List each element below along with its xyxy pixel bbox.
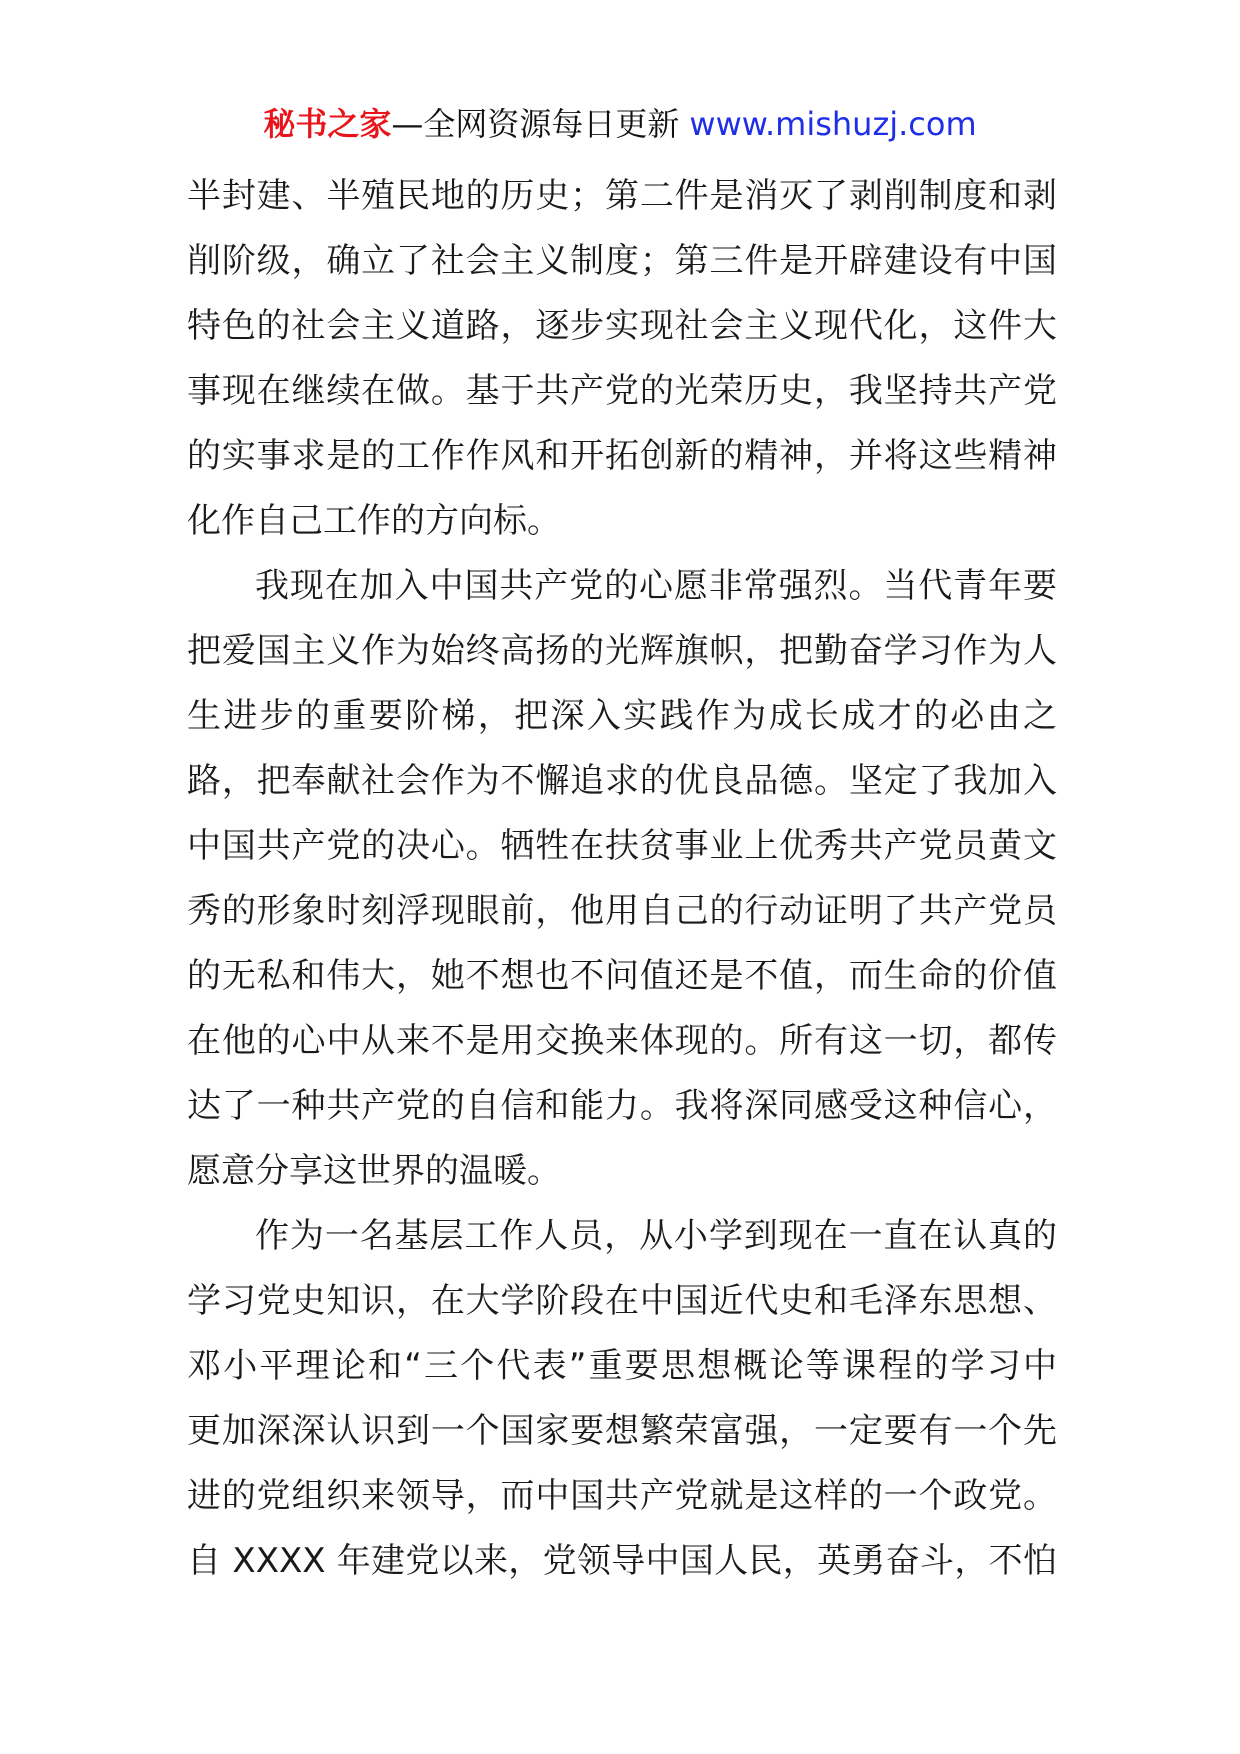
text-line: 路，把奉献社会作为不懈追求的优良品德。坚定了我加入 [187, 761, 1057, 801]
text-line: 事现在继续在做。基于共产党的光荣历史，我坚持共产党 [187, 371, 1057, 411]
text-line: 把爱国主义作为始终高扬的光辉旗帜，把勤奋学习作为人 [187, 631, 1057, 671]
paragraph [187, 1204, 1057, 1594]
text-line: 特色的社会主义道路，逐步实现社会主义现代化，这件大 [187, 306, 1057, 346]
text-line: 在他的心中从来不是用交换来体现的。所有这一切，都传 [187, 1021, 1057, 1061]
site-header [0, 100, 1240, 148]
paragraph [187, 554, 1057, 1204]
site-brand: 秘书之家 [263, 105, 392, 143]
text-line: 邓小平理论和“三个代表”重要思想概论等课程的学习中 [187, 1346, 1057, 1386]
text-line: 学习党史知识，在大学阶段在中国近代史和毛泽东思想、 [187, 1281, 1057, 1321]
text-line: 更加深深认识到一个国家要想繁荣富强，一定要有一个先 [187, 1411, 1057, 1451]
text-line: 自 XXXX 年建党以来，党领导中国人民，英勇奋斗，不怕 [187, 1541, 1057, 1581]
text-line: 秀的形象时刻浮现眼前，他用自己的行动证明了共产党员 [187, 891, 1057, 931]
document-body [187, 164, 1057, 1594]
text-line: 的无私和伟大，她不想也不问值还是不值，而生命的价值 [187, 956, 1057, 996]
text-line: 达了一种共产党的自信和能力。我将深同感受这种信心， [187, 1086, 1057, 1126]
text-line: 我现在加入中国共产党的心愿非常强烈。当代青年要 [255, 566, 1057, 606]
text-line: 作为一名基层工作人员，从小学到现在一直在认真的 [255, 1216, 1057, 1256]
text-line: 愿意分享这世界的温暖。 [187, 1151, 561, 1191]
text-line: 化作自己工作的方向标。 [187, 501, 561, 541]
site-tagline: —全网资源每日更新 [391, 105, 680, 143]
site-url-link[interactable]: www.mishuzj.com [689, 105, 977, 143]
text-line: 生进步的重要阶梯，把深入实践作为成长成才的必由之 [187, 696, 1057, 736]
text-line: 削阶级，确立了社会主义制度；第三件是开辟建设有中国 [187, 241, 1057, 281]
text-line: 中国共产党的决心。牺牲在扶贫事业上优秀共产党员黄文 [187, 826, 1057, 866]
text-line: 进的党组织来领导，而中国共产党就是这样的一个政党。 [187, 1476, 1057, 1516]
text-line: 的实事求是的工作作风和开拓创新的精神，并将这些精神 [187, 436, 1057, 476]
paragraph [187, 164, 1057, 554]
text-line: 半封建、半殖民地的历史；第二件是消灭了剥削制度和剥 [187, 176, 1057, 216]
